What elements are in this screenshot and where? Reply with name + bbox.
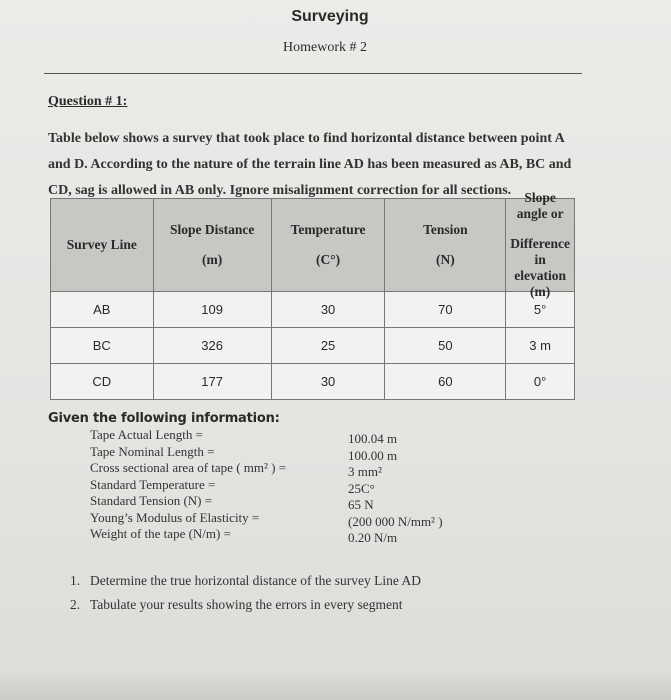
given-value: 100.04 m (348, 431, 398, 446)
given-label: Standard Temperature = (90, 476, 216, 492)
question-text: Table below shows a survey that took place to find horizontal distance between point A and D. According to the nature of the terrain line AD has been measured as AB, BC and CD, sag is allowed in AB only. Ignore misalignment correction for all sections. (48, 131, 572, 198)
table-row (51, 292, 575, 328)
table-row (51, 328, 575, 364)
document-title: Surveying (291, 8, 369, 25)
given-value: 3 mm² (348, 464, 382, 479)
given-labels (90, 427, 286, 543)
task-list (70, 569, 421, 617)
given-label: Young’s Modulus of Elasticity = (90, 509, 260, 525)
cell-temperature: 25 (271, 328, 385, 364)
given-heading: Given the following information: (48, 411, 280, 426)
cell-temperature: 30 (271, 364, 385, 400)
header-slope-distance: Slope Distance (m) (153, 199, 271, 292)
given-value: 100.00 m (348, 447, 398, 463)
table-row (51, 364, 575, 400)
given-value: 25C° (348, 480, 375, 496)
given-label: Cross sectional area of tape ( mm² ) = (90, 460, 287, 475)
cell-slope-angle: 3 m (506, 328, 575, 364)
header-slope-angle: Slope angle or Difference in elevation (m) (506, 199, 575, 292)
cell-slope-distance: 326 (153, 328, 271, 364)
cell-slope-angle: 5° (506, 292, 575, 328)
given-label: Tape Actual Length = (90, 427, 203, 442)
cell-tension: 50 (385, 328, 506, 364)
given-value: (200 000 N/mm² ) (348, 513, 443, 529)
header-survey-line: Survey Line (51, 199, 154, 292)
list-item: 2. Tabulate your results showing the errors in every segment (70, 597, 403, 612)
cell-slope-distance: 177 (153, 364, 271, 400)
list-item: 1. Determine the true horizontal distance of the survey Line AD (70, 573, 422, 588)
given-label: Standard Tension (N) = (90, 493, 213, 508)
cell-slope-distance: 109 (153, 292, 271, 328)
given-value: 65 N (348, 497, 374, 512)
question-heading: Question # 1: (48, 94, 128, 109)
given-label: Tape Nominal Length = (90, 443, 215, 459)
cell-tension: 60 (385, 364, 506, 400)
cell-tension: 70 (385, 292, 506, 328)
cell-survey-line: CD (51, 364, 154, 400)
page-shadow (0, 670, 671, 700)
document-subtitle: Homework # 2 (283, 40, 367, 55)
survey-table (50, 190, 575, 400)
divider (44, 73, 582, 74)
cell-slope-angle: 0° (506, 364, 575, 400)
given-label: Weight of the tape (N/m) = (90, 526, 231, 541)
cell-temperature: 30 (271, 292, 385, 328)
cell-survey-line: BC (51, 328, 154, 364)
header-tension: Tension (N) (385, 199, 506, 292)
cell-survey-line: AB (51, 292, 154, 328)
given-values (348, 431, 443, 547)
header-temperature: Temperature (C°) (271, 199, 385, 292)
given-value: 0.20 N/m (348, 530, 398, 545)
